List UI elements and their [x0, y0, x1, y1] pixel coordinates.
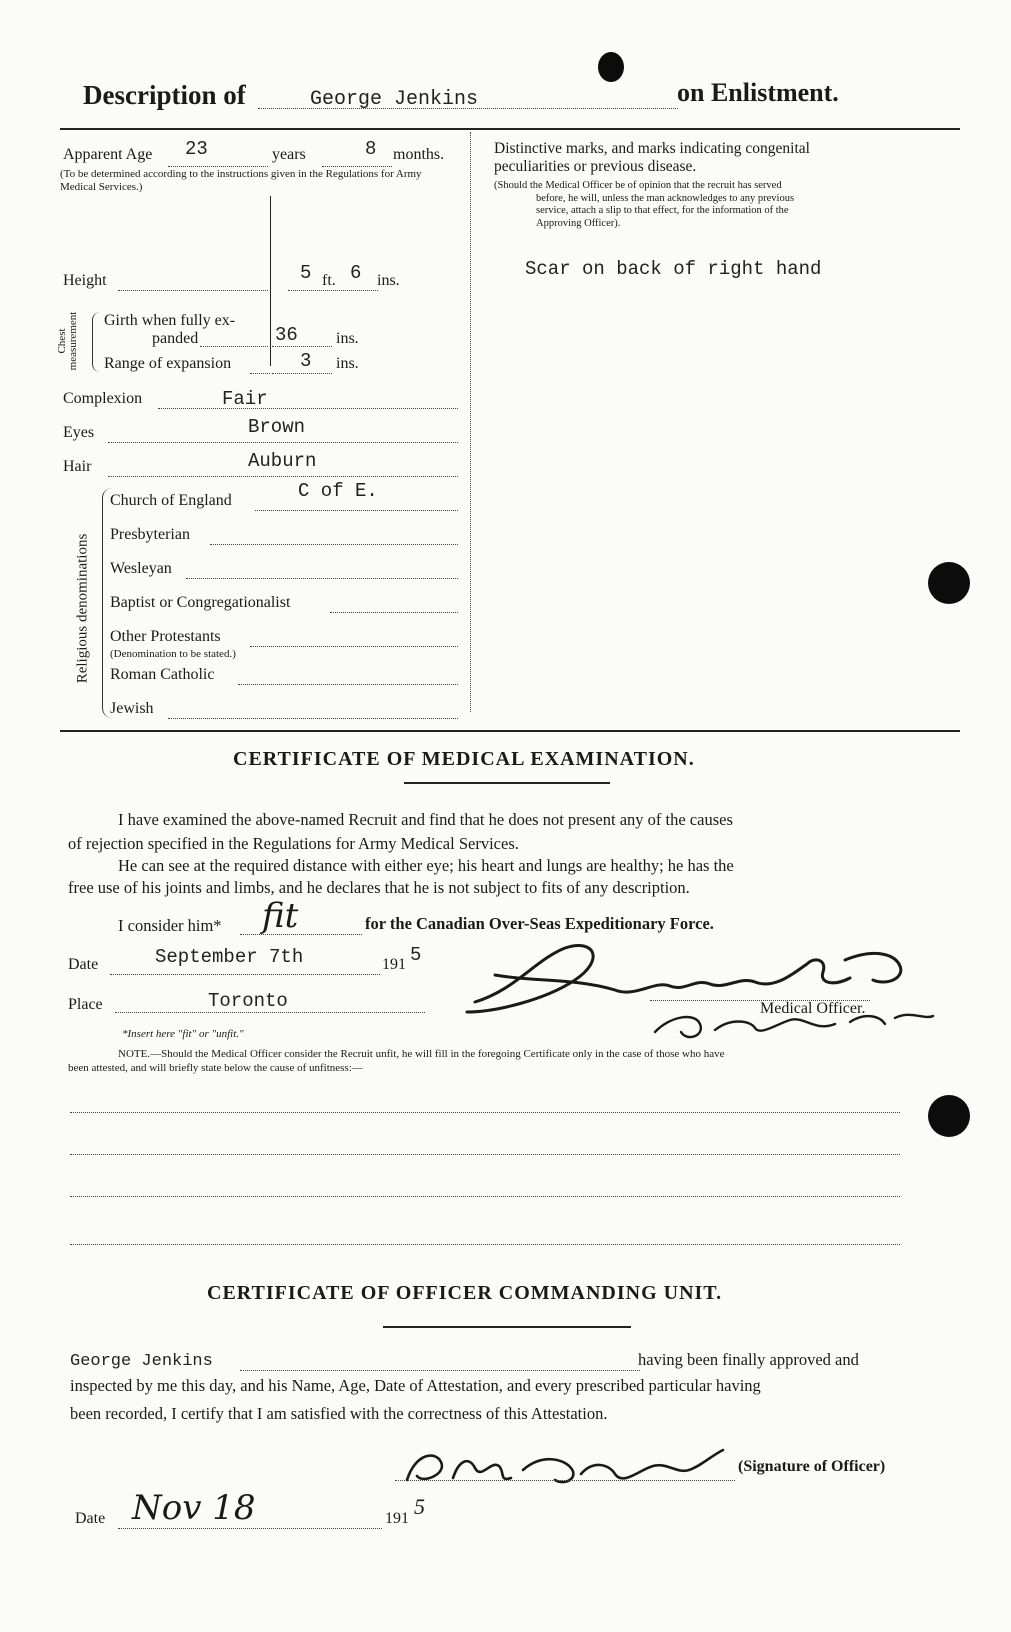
chest-measurement-label: Chest measurement	[56, 311, 79, 371]
girth-label-line2: panded	[152, 330, 199, 347]
religion-church-of-england-value: C of E.	[298, 480, 378, 502]
punch-hole	[928, 1095, 970, 1137]
medical-para2-line1: He can see at the required distance with either eye; his heart and lungs are healthy; he has the	[118, 856, 734, 875]
range-unit: ins.	[336, 355, 359, 372]
unfit-note-line2: been attested, and will briefly state below the cause of unfitness:—	[68, 1062, 363, 1074]
age-column-rule	[270, 196, 271, 366]
commanding-certificate-heading: CERTIFICATE OF OFFICER COMMANDING UNIT.	[207, 1282, 723, 1304]
inspected-text: inspected by me this day, and his Name, Age, Date of Attestation, and every prescribed particular having	[70, 1376, 761, 1395]
marks-note-line1: (Should the Medical Officer be of opinion that the recruit has served	[494, 180, 782, 191]
marks-title-line1: Distinctive marks, and marks indicating congenital	[494, 140, 810, 157]
distinctive-marks-note	[494, 180, 794, 230]
range-value: 3	[300, 350, 312, 372]
marks-title-line2: peculiarities or previous disease.	[494, 158, 697, 175]
marks-note-line4: Approving Officer).	[536, 217, 621, 229]
medical-heading-underline	[404, 782, 610, 784]
apparent-age-label: Apparent Age	[63, 146, 153, 163]
distinctive-marks-value: Scar on back of right hand	[525, 258, 822, 280]
eyes-value: Brown	[248, 416, 306, 438]
unfitness-line	[70, 1154, 900, 1155]
range-label: Range of expansion	[104, 355, 232, 372]
religion-wesleyan-label: Wesleyan	[110, 560, 172, 577]
medical-year-prefix: 191	[382, 956, 406, 973]
commanding-date-label: Date	[75, 1510, 106, 1527]
girth-label-line1: Girth when fully ex-	[104, 312, 236, 329]
recruit-name: George Jenkins	[310, 88, 479, 111]
commanding-heading-underline	[383, 1326, 631, 1328]
certify-text: been recorded, I certify that I am satisfied with the correctness of this Attestation.	[70, 1404, 608, 1423]
commanding-name-value: George Jenkins	[70, 1352, 213, 1371]
unfit-note-line1: NOTE.—Should the Medical Officer consider the Recruit unfit, he will fill in the foregoing Certificate only in the case of those who have	[118, 1048, 725, 1060]
ins-label: ins.	[377, 272, 400, 289]
consider-value: fit	[262, 896, 299, 936]
place-value: Toronto	[208, 990, 288, 1012]
header-title-suffix: on Enlistment.	[677, 78, 839, 107]
complexion-value: Fair	[222, 388, 268, 410]
header-title-prefix: Description of	[83, 80, 246, 110]
girth-label	[104, 312, 235, 348]
hair-label: Hair	[63, 458, 92, 475]
column-divider	[470, 132, 471, 712]
commanding-year-digit: 5	[414, 1494, 425, 1519]
insert-note: *Insert here "fit" or "unfit."	[122, 1028, 244, 1040]
punch-hole	[598, 52, 624, 82]
medical-officer-signature	[455, 920, 975, 1050]
religion-church-of-england-label: Church of England	[110, 492, 232, 509]
hair-value: Auburn	[248, 450, 317, 472]
expeditionary-force-text: for the Canadian Over-Seas Expeditionary Force.	[365, 914, 714, 933]
place-label: Place	[68, 996, 103, 1013]
signature-of-officer-label: (Signature of Officer)	[738, 1458, 886, 1475]
age-note-text: (To be determined according to the instructions given in the Regulations for Army Medical Services.)	[60, 168, 422, 193]
mid-rule	[60, 730, 960, 732]
religious-denominations-label	[75, 534, 92, 684]
medical-para1-line1: I have examined the above-named Recruit and find that he does not present any of the causes	[118, 810, 733, 829]
eyes-label: Eyes	[63, 424, 95, 441]
ft-label: ft.	[322, 272, 336, 289]
religion-roman-catholic-label: Roman Catholic	[110, 666, 215, 683]
age-months-value: 8	[365, 138, 377, 160]
girth-value: 36	[275, 324, 298, 346]
months-label: months.	[393, 146, 445, 163]
commanding-officer-signature	[395, 1430, 735, 1500]
religion-presbyterian-label: Presbyterian	[110, 526, 190, 543]
medical-officer-label: Medical Officer.	[760, 1000, 866, 1017]
header-rule	[60, 128, 960, 130]
religion-jewish-label: Jewish	[110, 700, 154, 717]
chest-bracket	[92, 312, 101, 372]
medical-para2-line2: free use of his joints and limbs, and he declares that he is not subject to fits of any description.	[68, 878, 690, 897]
distinctive-marks-title	[494, 140, 810, 176]
consider-label: I consider him*	[118, 916, 222, 935]
unfitness-line	[70, 1196, 900, 1197]
unfitness-line	[70, 1112, 900, 1113]
medical-para1-line2: of rejection specified in the Regulations for Army Medical Services.	[68, 834, 519, 853]
approved-text: having been finally approved and	[638, 1350, 859, 1369]
marks-note-line2: before, he will, unless the man acknowledges to any previous	[536, 192, 795, 204]
other-protestants-note: (Denomination to be stated.)	[110, 648, 236, 660]
height-ft-value: 5	[300, 262, 312, 284]
medical-year-digit: 5	[410, 944, 422, 966]
medical-date-label: Date	[68, 956, 99, 973]
age-years-value: 23	[185, 138, 208, 160]
medical-date-value: September 7th	[155, 946, 304, 968]
height-label: Height	[63, 272, 107, 289]
religion-baptist-label: Baptist or Congregationalist	[110, 594, 291, 611]
age-note	[60, 168, 450, 194]
punch-hole	[928, 562, 970, 604]
girth-unit: ins.	[336, 330, 359, 347]
years-label: years	[272, 146, 306, 163]
complexion-label: Complexion	[63, 390, 143, 407]
marks-note-line3: service, attach a slip to that effect, for the information of the	[536, 205, 789, 216]
unfitness-line	[70, 1244, 900, 1245]
medical-certificate-heading: CERTIFICATE OF MEDICAL EXAMINATION.	[233, 748, 695, 770]
religion-other-protestants-label: Other Protestants	[110, 628, 221, 645]
commanding-date-value: Nov 18	[132, 1488, 256, 1528]
religious-denominations-text: Religious denominations	[74, 533, 91, 684]
commanding-year-prefix: 191	[385, 1510, 409, 1527]
height-in-value: 6	[350, 262, 362, 284]
